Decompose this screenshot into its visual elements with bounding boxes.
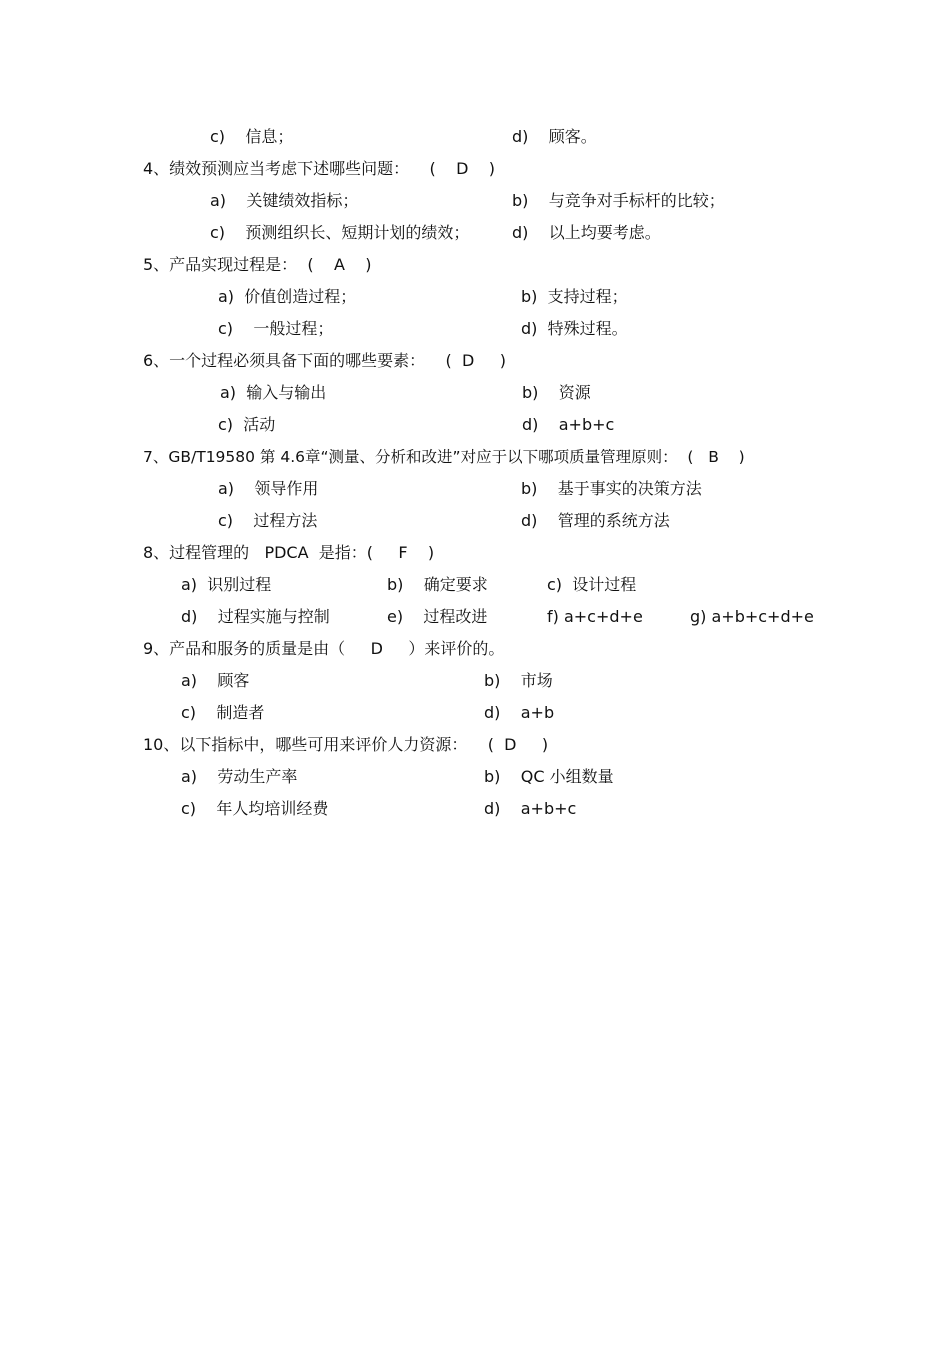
question-8: 8、过程管理的 PDCA 是指：( F ) [143, 543, 435, 562]
question-6: 6、一个过程必须具备下面的哪些要素： ( D ) [143, 351, 506, 370]
option-d-q3: d) 顾客。 [512, 127, 597, 146]
question-9: 9、产品和服务的质量是由（ D ）来评价的。 [143, 639, 505, 658]
option-c-q8: c) 设计过程 [547, 575, 637, 594]
option-b-q4: b) 与竞争对手标杆的比较； [512, 191, 725, 210]
option-a-q10: a) 劳动生产率 [181, 767, 298, 786]
option-b-q8: b) 确定要求 [387, 575, 488, 594]
option-b-q6: b) 资源 [522, 383, 591, 402]
option-b-q10: b) QC 小组数量 [484, 767, 614, 786]
option-a-q8: a) 识别过程 [181, 575, 272, 594]
option-c-q6: c) 活动 [218, 415, 276, 434]
option-b-q5: b) 支持过程； [521, 287, 628, 306]
option-a-q9: a) 顾客 [181, 671, 250, 690]
option-d-q8: d) 过程实施与控制 [181, 607, 330, 626]
question-10: 10、以下指标中，哪些可用来评价人力资源： ( D ) [143, 735, 549, 754]
option-e-q8: e) 过程改进 [387, 607, 488, 626]
option-g-q8: g) a+b+c+d+e [690, 607, 814, 626]
option-a-q5: a) 价值创造过程； [218, 287, 357, 306]
option-d-q10: d) a+b+c [484, 799, 577, 818]
option-a-q6: a) 输入与输出 [220, 383, 327, 402]
option-c-q4: c) 预测组织长、短期计划的绩效； [210, 223, 470, 242]
option-d-q4: d) 以上均要考虑。 [512, 223, 661, 242]
option-b-q9: b) 市场 [484, 671, 553, 690]
option-d-q6: d) a+b+c [522, 415, 615, 434]
option-c-q5: c) 一般过程； [218, 319, 334, 338]
option-d-q7: d) 管理的系统方法 [521, 511, 670, 530]
option-c-q3: c) 信息； [210, 127, 294, 146]
question-4: 4、绩效预测应当考虑下述哪些问题： ( D ) [143, 159, 496, 178]
question-5: 5、产品实现过程是： ( A ) [143, 255, 372, 274]
option-c-q10: c) 年人均培训经费 [181, 799, 329, 818]
option-a-q7: a) 领导作用 [218, 479, 319, 498]
option-c-q9: c) 制造者 [181, 703, 265, 722]
question-7: 7、GB/T19580 第 4.6章“测量、分析和改进”对应于以下哪项质量管理原则： ( B ) [143, 448, 745, 466]
option-c-q7: c) 过程方法 [218, 511, 318, 530]
option-d-q9: d) a+b [484, 703, 555, 722]
option-f-q8: f) a+c+d+e [547, 607, 643, 626]
option-a-q4: a) 关键绩效指标； [210, 191, 359, 210]
option-d-q5: d) 特殊过程。 [521, 319, 628, 338]
option-b-q7: b) 基于事实的决策方法 [521, 479, 702, 498]
